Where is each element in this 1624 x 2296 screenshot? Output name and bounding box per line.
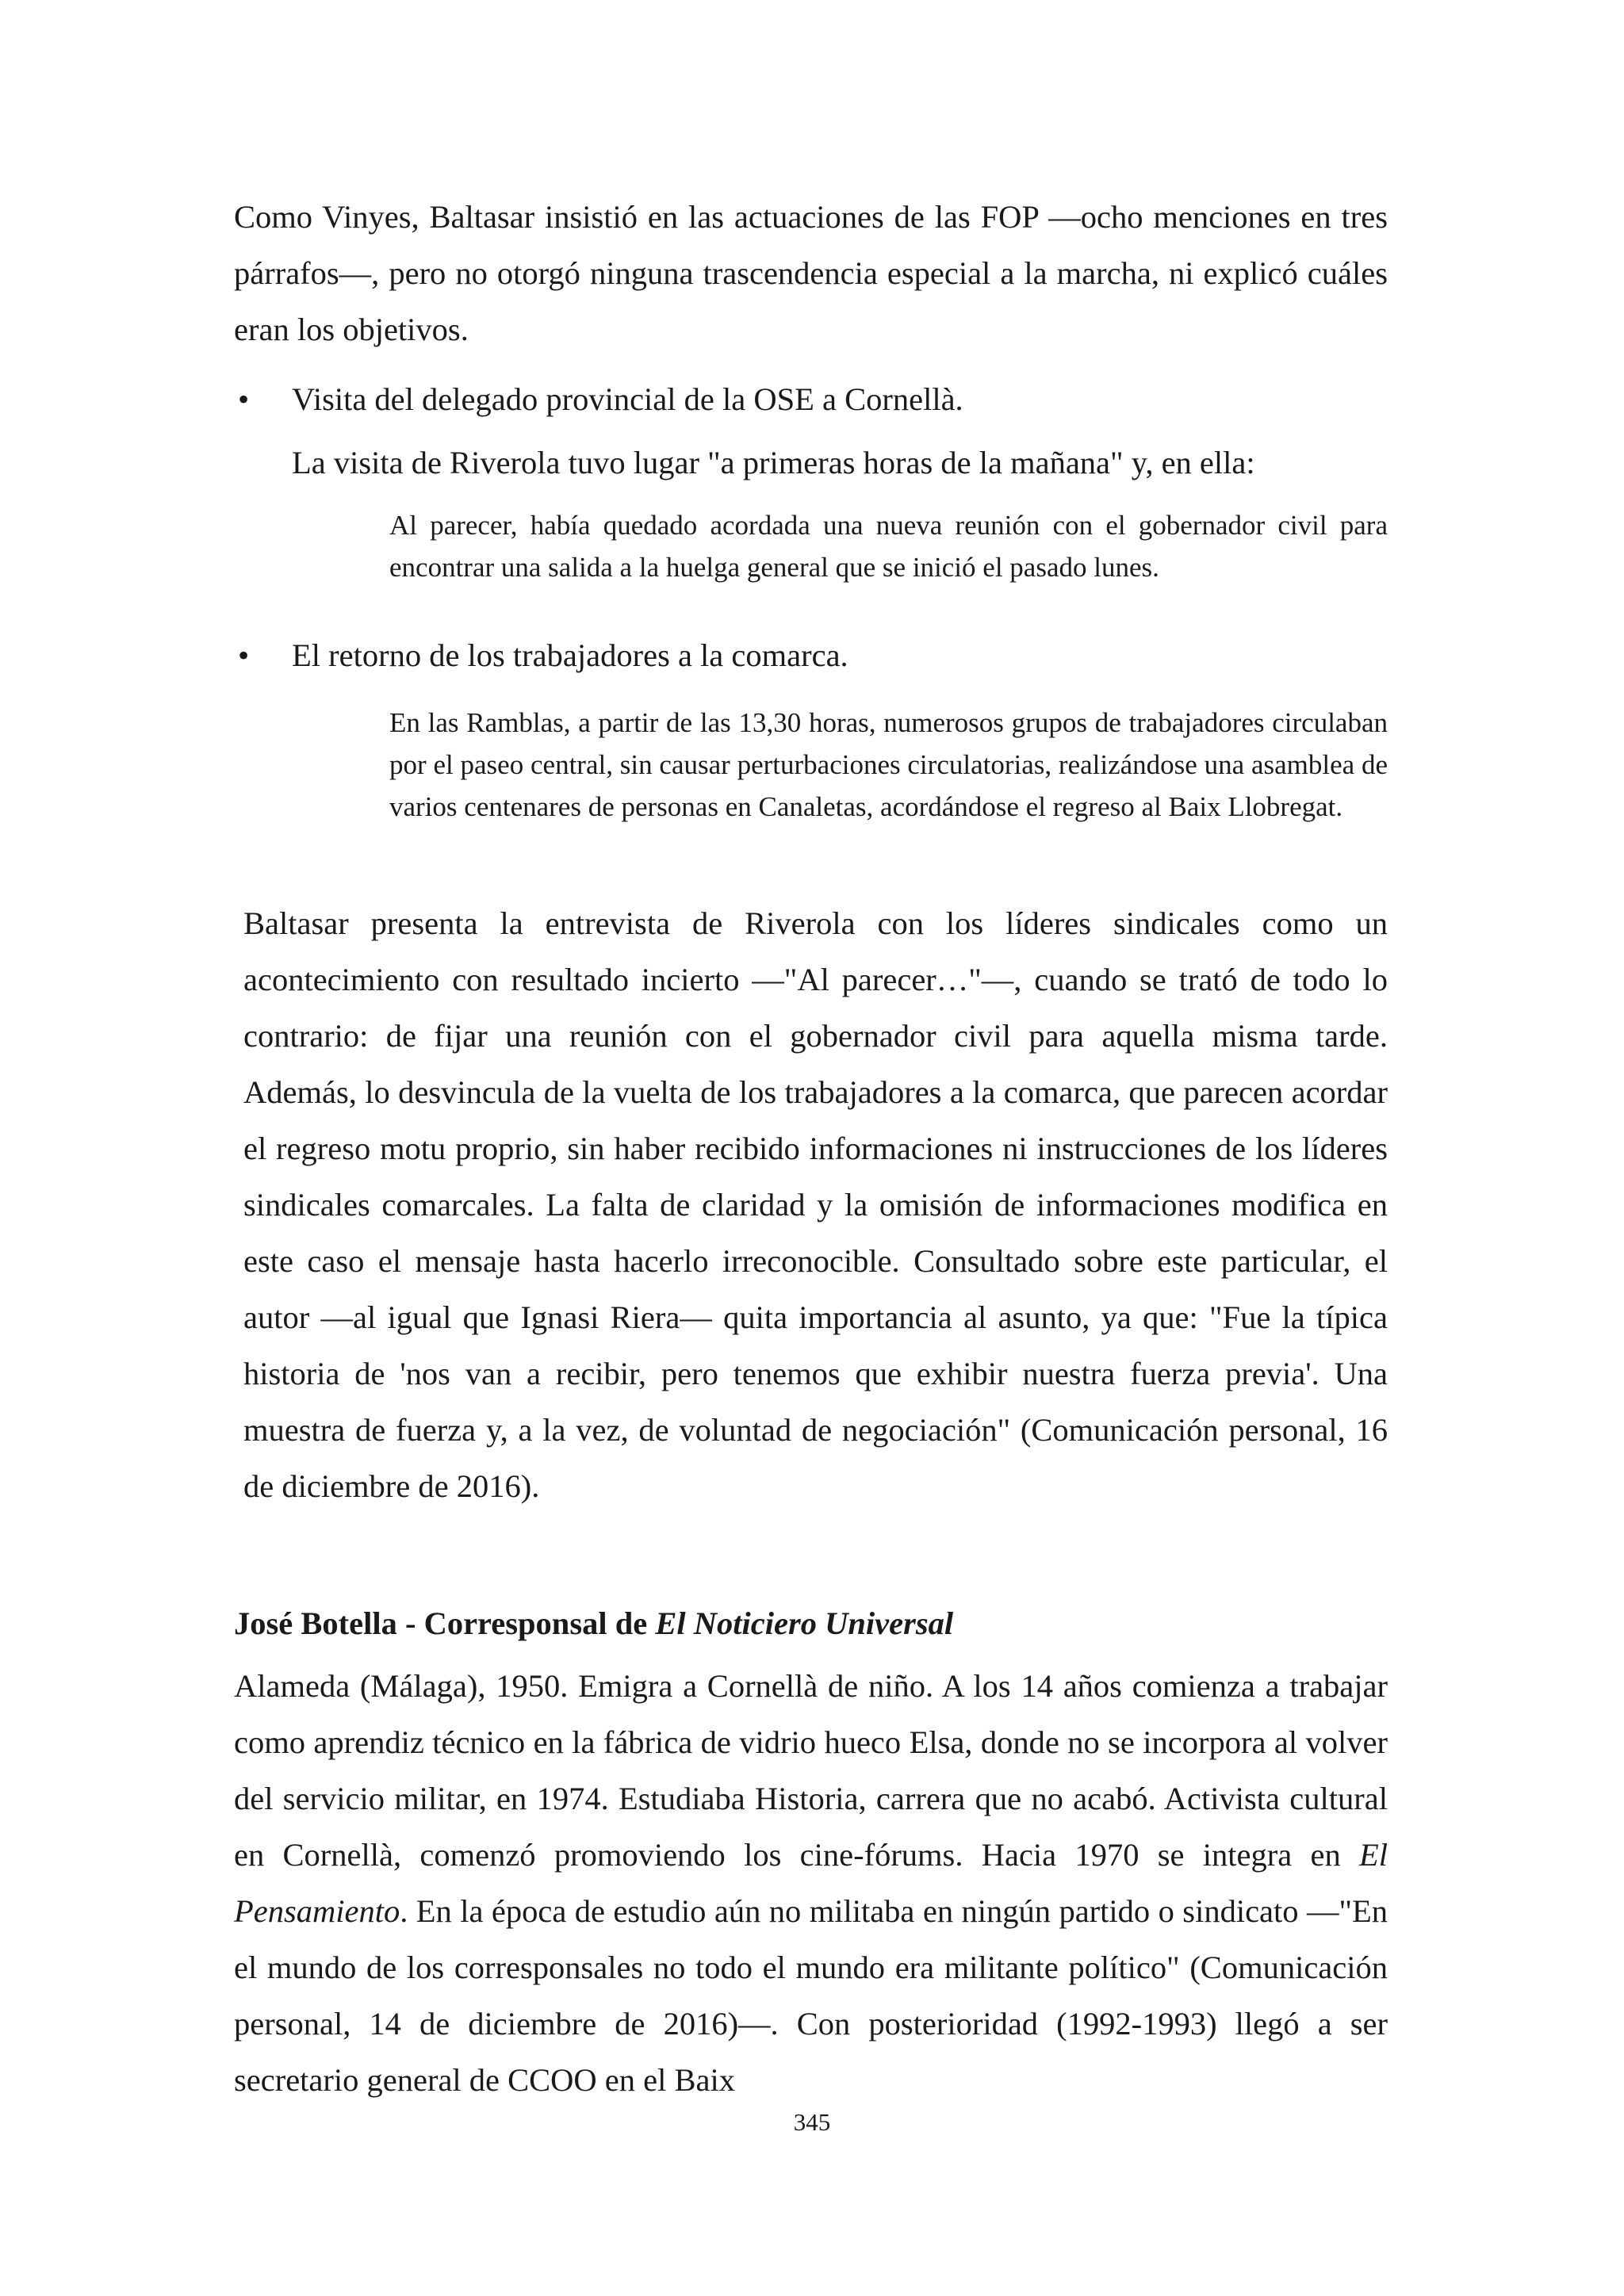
bullet-icon: • — [238, 637, 250, 673]
block-quote: En las Ramblas, a partir de las 13,30 horas, numerosos grupos de trabajadores circulaban por el paseo central, sin causar perturbaciones circulatorias, realizándose una asamblea de varios centenares de personas en Canaletas, acordándose el regreso al Baix Llobregat. — [389, 707, 1388, 822]
bullet-icon: • — [238, 381, 250, 417]
section-heading — [234, 1595, 953, 1651]
paragraph-biography-part-2: . En la época de estudio aún no militaba en ningún partido o sindicato —"En el mundo de los corresponsales no todo el mundo era militante político" (Comunicación personal, 14 de diciembre de 2016)—. Con posterioridad (1992-1993) llegó a ser secretario general de CCOO en el Baix — [234, 1893, 1388, 2098]
section-heading-publication: El Noticiero Universal — [655, 1605, 954, 1641]
bullet-item-text: Visita del delegado provincial de la OSE a Cornellà. — [292, 381, 963, 417]
publication-title: El Pensamiento — [234, 1837, 1388, 1929]
bullet-item-text: El retorno de los trabajadores a la comarca. — [292, 637, 848, 673]
paragraph-analysis: Baltasar presenta la entrevista de Riverola con los líderes sindicales como un acontecimiento con resultado incierto —"Al parecer…"—, cuando se trató de todo lo contrario: de fijar una reunión con el gobernador civil para aquella misma tarde. Además, lo desvincula de la vuelta de los trabajadores a la comarca, que parecen acordar el regreso motu proprio, sin haber recibido informaciones ni instrucciones de los líderes sindicales comarcales. La falta de claridad y la omisión de informaciones modifica en este caso el mensaje hasta hacerlo irreconocible. Consultado sobre este particular, el autor —al igual que Ignasi Riera— quita importancia al asunto, ya que: "Fue la típica historia de 'nos van a recibir, pero tenemos que exhibir nuestra fuerza previa'. Una muestra de fuerza y, a la vez, de voluntad de negociación" (Comunicación personal, 16 de diciembre de 2016). — [243, 905, 1388, 1504]
section-heading-text: José Botella - Corresponsal de — [234, 1605, 656, 1641]
page-number: 345 — [793, 2108, 831, 2136]
bullet-subline: La visita de Riverola tuvo lugar "a primeras horas de la mañana" y, en ella: — [292, 445, 1255, 480]
paragraph-biography-part-1: Alameda (Málaga), 1950. Emigra a Cornellà de niño. A los 14 años comienza a trabajar como aprendiz técnico en la fábrica de vidrio hueco Elsa, donde no se incorpora al volver del servicio militar, en 1974. Estudiaba Historia, carrera que no acabó. Activista cultural en Cornellà, comenzó promoviendo los cine-fórums. Hacia 1970 se integra en — [234, 1668, 1388, 1873]
paragraph-intro: Como Vinyes, Baltasar insistió en las actuaciones de las FOP —ocho menciones en tres párrafos—, pero no otorgó ninguna trascendencia especial a la marcha, ni explicó cuáles eran los objetivos. — [234, 199, 1388, 347]
bullet-item — [238, 371, 1388, 427]
paragraph-biography — [234, 1658, 1388, 2108]
block-quote: Al parecer, había quedado acordada una nueva reunión con el gobernador civil para encontrar una salida a la huelga general que se inició el pasado lunes. — [389, 510, 1388, 583]
bullet-item — [238, 627, 1388, 683]
